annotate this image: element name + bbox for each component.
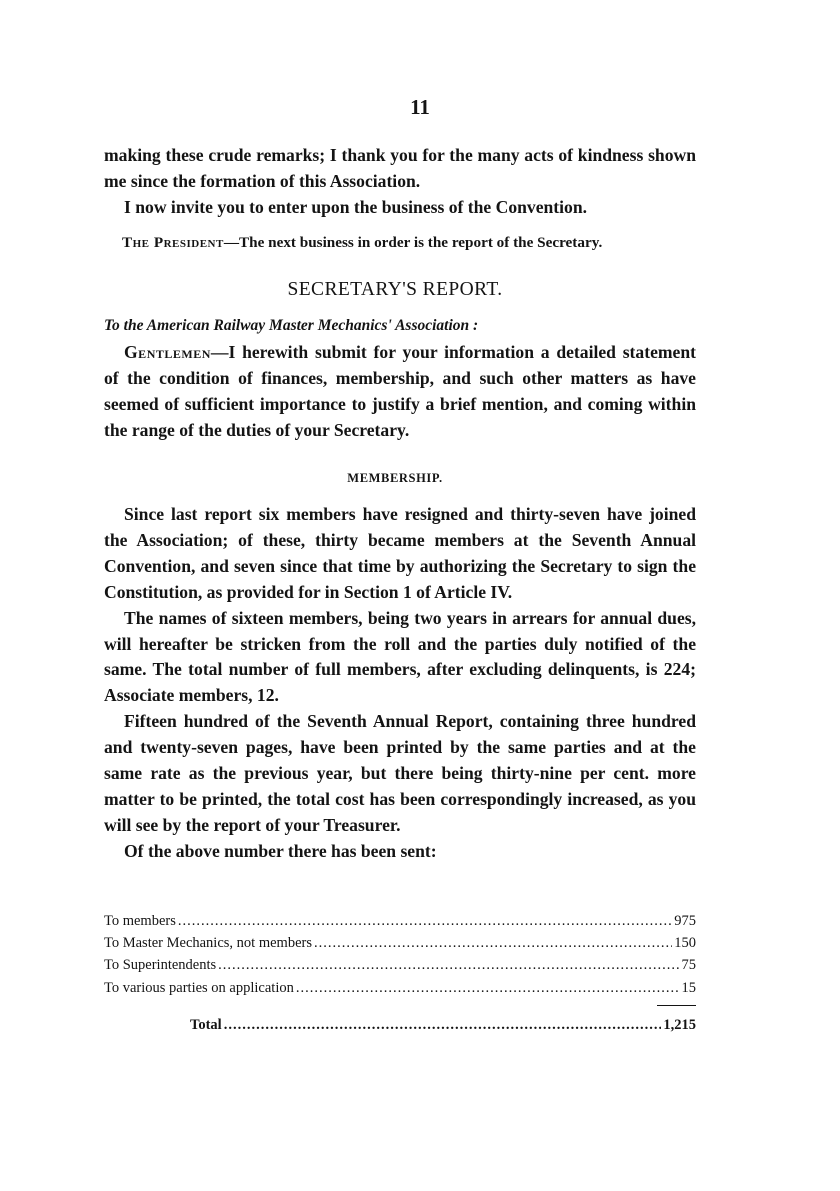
list-item bbox=[104, 910, 696, 932]
intro-text: —I herewith submit for your information a detailed statement of the condition of finances, membership, and such other matters as have seemed of sufficient importance to justify a brief mention, and coming within the range of the duties of your Secretary. bbox=[104, 342, 696, 440]
list-item-value: 975 bbox=[674, 913, 696, 929]
leader-dots bbox=[314, 932, 672, 954]
president-statement bbox=[122, 234, 696, 252]
president-text: —The next business in order is the report of the Secretary. bbox=[223, 234, 603, 251]
list-item bbox=[104, 954, 696, 976]
leader-dots bbox=[178, 910, 672, 932]
list-item-label: To members bbox=[104, 913, 176, 929]
membership-paragraph-1: Since last report six members have resigned and thirty-seven have joined the Association; of these, thirty became members at the Seventh Annual Convention, and seven since that time by authorizing the Secretary to sign the Constitution, as provided for in Section 1 of Article IV. bbox=[104, 504, 696, 602]
report-intro bbox=[104, 340, 696, 444]
leader-dots bbox=[296, 977, 680, 999]
total-row bbox=[190, 1014, 696, 1036]
invitation-paragraph: I now invite you to enter upon the business of the Convention. bbox=[124, 196, 588, 217]
total-divider bbox=[657, 1005, 696, 1006]
salutation: Gentlemen bbox=[124, 342, 211, 362]
speaker-name: The President bbox=[122, 234, 224, 251]
page-number: 11 bbox=[410, 95, 430, 119]
list-item-label: To Master Mechanics, not members bbox=[104, 935, 312, 952]
membership-paragraph-2: The names of sixteen members, being two years in arrears for annual dues, will hereafter be stricken from the roll and the parties duly notified of the same. The total number of full members, after excluding delinquents, is 224; Associate members, 12. bbox=[104, 607, 696, 706]
leader-dots bbox=[224, 1014, 662, 1036]
list-item-label: To Superintendents bbox=[104, 957, 217, 974]
total-value: 1,215 bbox=[663, 1017, 696, 1033]
opening-paragraph: making these crude remarks; I thank you for the many acts of kindness shown me since the formation of this Association. bbox=[104, 145, 696, 191]
total-label: Total bbox=[190, 1017, 222, 1033]
distribution-list bbox=[104, 910, 696, 999]
leader-dots bbox=[218, 954, 679, 976]
membership-paragraph-3: Fifteen hundred of the Seventh Annual Report, containing three hundred and twenty-seven pages, have been printed by the same parties and at the same rate as the previous year, but there being thirty-nine per cent. more matter to be printed, the total cost has been correspondingly increased, as you will see by the report of your Treasurer. bbox=[104, 711, 696, 835]
list-item-value: 15 bbox=[681, 979, 696, 996]
intro-paragraph bbox=[104, 340, 696, 444]
membership-section bbox=[104, 502, 696, 865]
list-item bbox=[104, 977, 696, 999]
list-item bbox=[104, 932, 696, 954]
list-item-label: To various parties on application bbox=[104, 979, 294, 996]
membership-paragraph-4: Of the above number there has been sent: bbox=[124, 840, 437, 861]
list-item-value: 75 bbox=[681, 957, 696, 974]
membership-heading: MEMBERSHIP. bbox=[347, 471, 443, 485]
report-title: SECRETARY'S REPORT. bbox=[287, 279, 503, 300]
list-item-value: 150 bbox=[674, 935, 696, 952]
opening-remarks bbox=[104, 143, 696, 221]
report-address: To the American Railway Master Mechanics' Association : bbox=[104, 317, 479, 334]
